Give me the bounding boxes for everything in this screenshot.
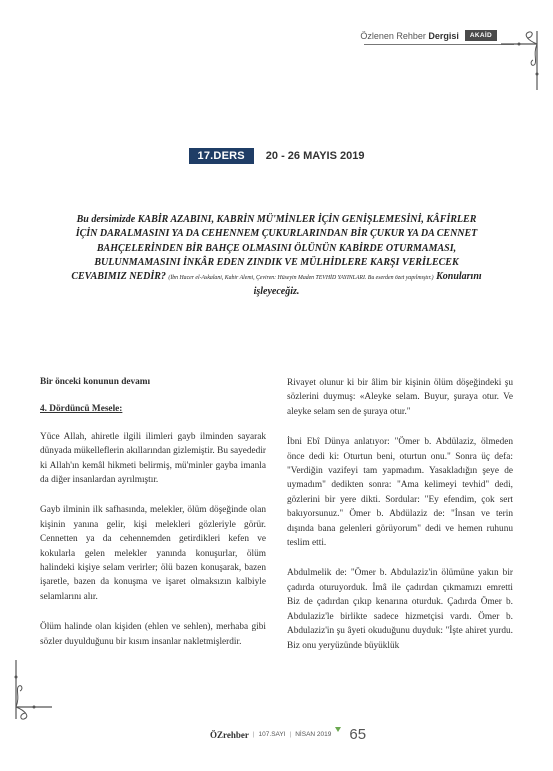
footer-separator: | [289,731,292,738]
page-header [360,30,497,41]
page-number: 65 [349,726,367,743]
footer-issue: 107.SAYI [258,731,286,738]
section-heading: 4. Dördüncü Mesele: [40,404,123,415]
right-column [287,376,513,669]
corner-ornament-bottom-left [14,659,54,721]
footer-month: NİSAN 2019 [295,731,332,738]
paragraph: Rivayet olunur ki bir âlim bir kişinin ölüm döşeğindeki şu sözlerini duymuş: «Aleyke selam. Buyur, şuraya otur. Ve aleyke selam sen de şuraya otur." [287,378,513,417]
paragraph: İbni Ebî Dünya anlatıyor: "Ömer b. Abdülaziz, ölmeden önce dedi ki: Oturtun beni, oturtun onu." Sonra üç defa: "Verdiğin vazifeyi tam yapmadım. Yasakladığın şeye de uymadım" dedikten sonra: "Ama kelimeyi tevhid" dedi, gözlerini bir yere dikti. Sordular: "Ey efendim, çok sert bakıyorsunuz." Ömer b. Abdülaziz de: "İnsan ve terin dışında bana gelenleri görüyorum" dedi ve hemen ruhunu teslim etti. [287,437,513,549]
corner-ornament-top-right [499,30,539,92]
footer-separator: | [252,731,255,738]
page-marker-icon [335,727,341,732]
continuation-heading: Bir önceki konunun devamı [40,377,151,387]
lesson-number-badge: 17.DERS [189,148,254,164]
paragraph: Ölüm halinde olan kişiden (ehlen ve sehlen), merhaba gibi sözler duyulduğunu bir kısım insanlar nakletmişlerdir. [40,622,266,647]
intro-source: (İbn Hacer el-Askalani, Kabir Alemi, Çeviren: Hüseyin Maden TEVHİD YAYINLARI. Bu eserden özet yapılmıştır.) [168,275,434,282]
header-rule [364,44,514,45]
paragraph: Yüce Allah, ahiretle ilgili ilimleri gayb ilminden sayarak dünyada mükelleflerin akıllarından gizlemiştir. Bu sayededir ki Allah'ın kemâl hikmeti belirmiş, mü'minler gayba imanla da diğer insanlardan ayrılmıştır. [40,431,266,486]
intro-text: Bu dersimizde KABİR AZABINI, KABRİN MÜ'MİNLER İÇİN GENİŞLEMESİNİ, KÂFİRLER İÇİN DARALMASINI YA DA CEHENNEM ÇUKURLARINDAN BİR ÇUKUR YA DA CENNET BAHÇELERİNDEN BİR BAHÇE OLMASINI ÖLÜNÜN KABİRDE OTURMAMASI, BULUNMAMASINI İNKÂR EDEN ZINDIK VE MÜLHİDLERE KARŞI VERİLECEK CEVABIMIZ NEDİR? [71,214,478,283]
paragraph: Gayb ilminin ilk safhasında, melekler, ölüm döşeğinde olan kişinin yanına gelir, kişi melekleri gözleriyle görür. Cennetten ya da cehennemden getirdikleri kefen ve kokularla gelen melekler yanında konuşurlar, ölüm halindeki kişiye selam verirler; ölü bazen konuşarak, bazen işaretle, bazen da konuşma ve işaret olmaksızın kalbiyle selamlarını alır. [40,505,266,602]
section-tag: AKAİD [465,30,497,41]
page-footer [210,726,366,743]
intro-ending: Konularını işleyeceğiz. [253,271,482,298]
left-column [40,375,266,665]
lesson-date: 20 - 26 MAYIS 2019 [265,150,365,162]
footer-brand: ÖZrehber [210,729,249,740]
lesson-intro [66,213,487,300]
lesson-line [0,148,553,164]
magazine-name: Özlenen Rehber Dergisi [360,30,459,41]
paragraph: Abdulmelik de: "Ömer b. Abdulaziz'in ölümüne yakın bir çadırda oturuyorduk. İmâ ile çadırdan çıkmamızı emretti Biz de çadırdan çıkıp kenarına oturduk. Çadırda Ömer b. Abdulaziz'le birlikte sadece hizmetçisi vardı. Ömer b. Abdulaziz'in şu âyeti okuduğunu duyduk: "İşte ahiret yurdu. Biz onu yeryüzünde büyüklük [287,568,513,651]
